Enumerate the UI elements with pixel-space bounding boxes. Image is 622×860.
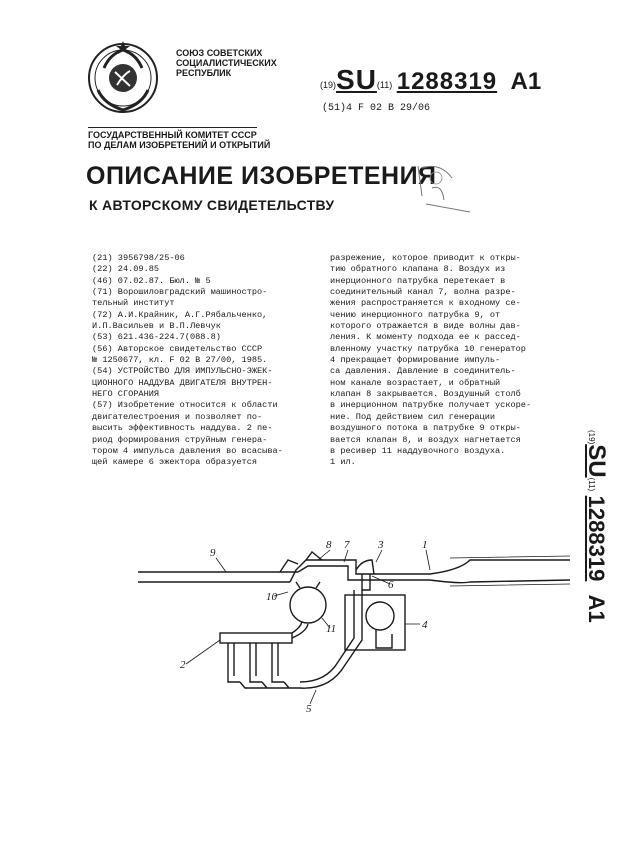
union-line-2: СОЦИАЛИСТИЧЕСКИХ xyxy=(176,58,277,68)
biblio-line: тором 4 импульса давления во всасыва- xyxy=(92,445,283,456)
document-title: ОПИСАНИЕ ИЗОБРЕТЕНИЯ xyxy=(86,162,437,190)
side-country: SU xyxy=(583,444,610,478)
abstract-line: которого отражается в виде волны дав- xyxy=(330,321,521,332)
label-6: 6 xyxy=(388,579,394,591)
abstract-line: ном канале возрастает, и обратный xyxy=(330,377,501,388)
abstract-line: чению инерционного патрубка 9, от xyxy=(330,309,501,320)
biblio-line: НЕГО СГОРАНИЯ xyxy=(92,389,160,400)
biblio-line: (22) 24.09.85 xyxy=(92,264,160,275)
device-diagram xyxy=(130,530,590,720)
abstract-line: клапан 8 закрывается. Воздушный столб xyxy=(330,389,521,400)
side-kind: A1 xyxy=(584,594,609,623)
patent-number: 1288319 xyxy=(396,68,498,95)
biblio-line: двигателестроения и позволяет по- xyxy=(92,411,263,422)
abstract-line: 1 ил. xyxy=(330,457,356,468)
prefix-19: (19) xyxy=(320,79,337,90)
stamp-mark xyxy=(412,160,482,220)
committee-line-2: ПО ДЕЛАМ ИЗОБРЕТЕНИЙ И ОТКРЫТИЙ xyxy=(88,140,271,150)
abstract-line: вается клапан 8, и воздух нагнетается xyxy=(330,434,521,445)
abstract-line: жения распространяется к входному се- xyxy=(330,298,521,309)
biblio-line: (21) 3956798/25-06 xyxy=(92,253,185,263)
label-10: 10 xyxy=(266,591,277,603)
biblio-line: (46) 07.02.87. Бюл. № 5 xyxy=(92,275,211,286)
committee-line-1: ГОСУДАРСТВЕННЫЙ КОМИТЕТ СССР xyxy=(88,127,257,140)
abstract-line: воздушного потока в патрубке 9 откры- xyxy=(330,423,521,434)
label-11: 11 xyxy=(326,623,337,635)
label-9: 9 xyxy=(210,547,216,559)
biblio-line: (57) Изобретение относится к области xyxy=(92,400,278,411)
ipc-classification: (51)4 F 02 B 29/06 xyxy=(322,103,431,114)
biblio-line: риод формирования струйным генера- xyxy=(92,434,268,445)
biblio-line: тельный институт xyxy=(92,298,175,309)
abstract-line: ления. К моменту подхода ее к рассед- xyxy=(330,332,521,343)
biblio-line: высить эффективность наддува. 2 пе- xyxy=(92,423,273,434)
biblio-line: (72) А.И.Крайник, А.Г.Рябальченко, xyxy=(92,309,268,320)
biblio-line: (54) УСТРОЙСТВО ДЛЯ ИМПУЛЬСНО-ЭЖЕК- xyxy=(92,366,273,377)
prefix-11: (11) xyxy=(376,79,393,90)
bibliographic-column xyxy=(92,253,297,469)
committee-name xyxy=(88,127,288,150)
abstract-line: разрежение, которое приводит к откры- xyxy=(330,253,521,263)
label-3: 3 xyxy=(378,539,384,551)
biblio-line: № 1250677, кл. F 02 B 27/00, 1985. xyxy=(92,355,268,366)
biblio-line: (53) 621.436-224.7(088.8) xyxy=(92,332,221,343)
label-4: 4 xyxy=(422,619,428,631)
side-prefix-11: (11) xyxy=(587,477,596,492)
side-number: 1288319 xyxy=(584,495,609,582)
biblio-line: И.П.Васильев и В.П.Левчук xyxy=(92,321,221,332)
abstract-line: вленному участку патрубка 10 генератор xyxy=(330,343,526,354)
biblio-line: (56) Авторское свидетельство СССР xyxy=(92,343,263,354)
abstract-line: ние. Под действием сил генерации xyxy=(330,411,496,422)
abstract-line: 4 прекращает формирование импуль- xyxy=(330,355,501,366)
abstract-column xyxy=(330,253,564,469)
label-7: 7 xyxy=(344,539,350,551)
union-line-3: РЕСПУБЛИК xyxy=(176,68,232,78)
biblio-line: щей камере 6 эжектора образуется xyxy=(92,457,258,468)
abstract-line: в инерционном патрубке получает ускоре- xyxy=(330,400,532,411)
label-2: 2 xyxy=(180,659,186,671)
side-prefix-19: (19) xyxy=(587,430,596,445)
ussr-emblem xyxy=(84,38,162,116)
abstract-line: инерционного патрубка перетекает в xyxy=(330,275,506,286)
abstract-line: тию обратного клапана 8. Воздух из xyxy=(330,264,506,275)
union-name xyxy=(176,48,286,78)
abstract-line: в ресивер 11 наддувочного воздуха. xyxy=(330,445,506,456)
abstract-line: соединительный канал 7, волна разре- xyxy=(330,287,516,298)
patent-kind: A1 xyxy=(510,68,542,95)
patent-country: SU xyxy=(336,64,377,95)
patent-number-block xyxy=(320,64,541,96)
label-1: 1 xyxy=(422,539,428,551)
label-5: 5 xyxy=(306,703,312,715)
label-8: 8 xyxy=(326,539,332,551)
document-subtitle: К АВТОРСКОМУ СВИДЕТЕЛЬСТВУ xyxy=(89,197,335,213)
biblio-line: ЦИОННОГО НАДДУВА ДВИГАТЕЛЯ ВНУТРЕН- xyxy=(92,377,273,388)
abstract-line: са давления. Давление в соединитель- xyxy=(330,366,516,377)
biblio-line: (71) Ворошиловградский машиностро- xyxy=(92,287,268,298)
union-line-1: СОЮЗ СОВЕТСКИХ xyxy=(176,48,263,58)
